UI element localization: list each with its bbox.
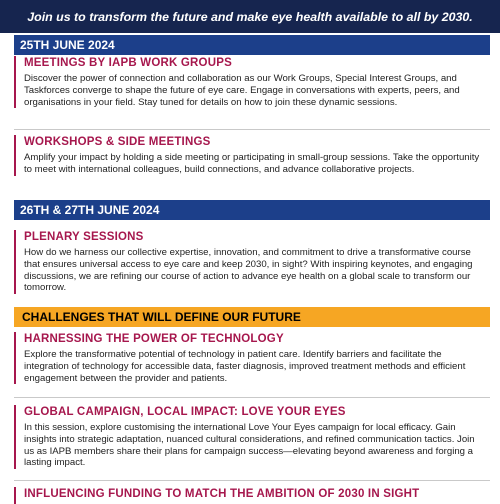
card-body: In this session, explore customising the international Love Your Eyes campaign for local efficacy. Gain insights into strategic adaptation, nuanced cultural considerations, and refined communication tactics. Join us as IAPB members share their plans for campaign success—elevating beyond awareness and forging a lasting impact.: [24, 422, 475, 469]
card-body: Amplify your impact by holding a side meeting or participating in small-group sessions. Take the opportunity to meet with international colleagues, build connections, and advance collaborative projects.: [24, 152, 480, 175]
card-title: MEETINGS BY IAPB WORK GROUPS: [24, 57, 232, 69]
card-workshops: [14, 135, 490, 176]
card-work-groups: [14, 56, 490, 108]
date-header-25-june: 25TH JUNE 2024: [14, 35, 490, 55]
divider: [14, 397, 490, 398]
card-funding: [14, 487, 490, 504]
card-body: Discover the power of connection and collaboration as our Work Groups, Special Interest Groups, and Taskforces converge to shape the future of eye care. Engage in conversations with experts, peers, and organisations in your field. Stay tuned for details on how to join these dynamic sessions.: [24, 73, 460, 108]
card-love-your-eyes: [14, 405, 490, 469]
card-technology: [14, 332, 490, 384]
card-body: How do we harness our collective expertise, innovation, and commitment to drive a transformative course that ensures universal access to eye care and keep 2030, in sight? With inspiring keynotes, and engaging discussions, we are refining our course of action to advance eye health on a global scale to transform our tomorrow.: [24, 247, 473, 294]
card-body: Explore the transformative potential of technology in patient care. Identify barriers and facilitate the integration of technology for accessible data, faster diagnosis, improved treatment methods and efficient engagement between the provider and patients.: [24, 349, 466, 384]
card-title: HARNESSING THE POWER OF TECHNOLOGY: [24, 333, 284, 345]
card-title: PLENARY SESSIONS: [24, 231, 144, 243]
card-title: GLOBAL CAMPAIGN, LOCAL IMPACT: LOVE YOUR EYES: [24, 406, 346, 418]
intro-banner: Join us to transform the future and make eye health available to all by 2030.: [0, 0, 500, 33]
card-title: INFLUENCING FUNDING TO MATCH THE AMBITION OF 2030 IN SIGHT: [24, 488, 420, 500]
card-plenary: [14, 230, 490, 294]
divider: [14, 129, 490, 130]
divider: [14, 480, 490, 481]
challenges-header: CHALLENGES THAT WILL DEFINE OUR FUTURE: [14, 307, 490, 327]
date-header-26-27-june: 26TH & 27TH JUNE 2024: [14, 200, 490, 220]
card-title: WORKSHOPS & SIDE MEETINGS: [24, 136, 211, 148]
